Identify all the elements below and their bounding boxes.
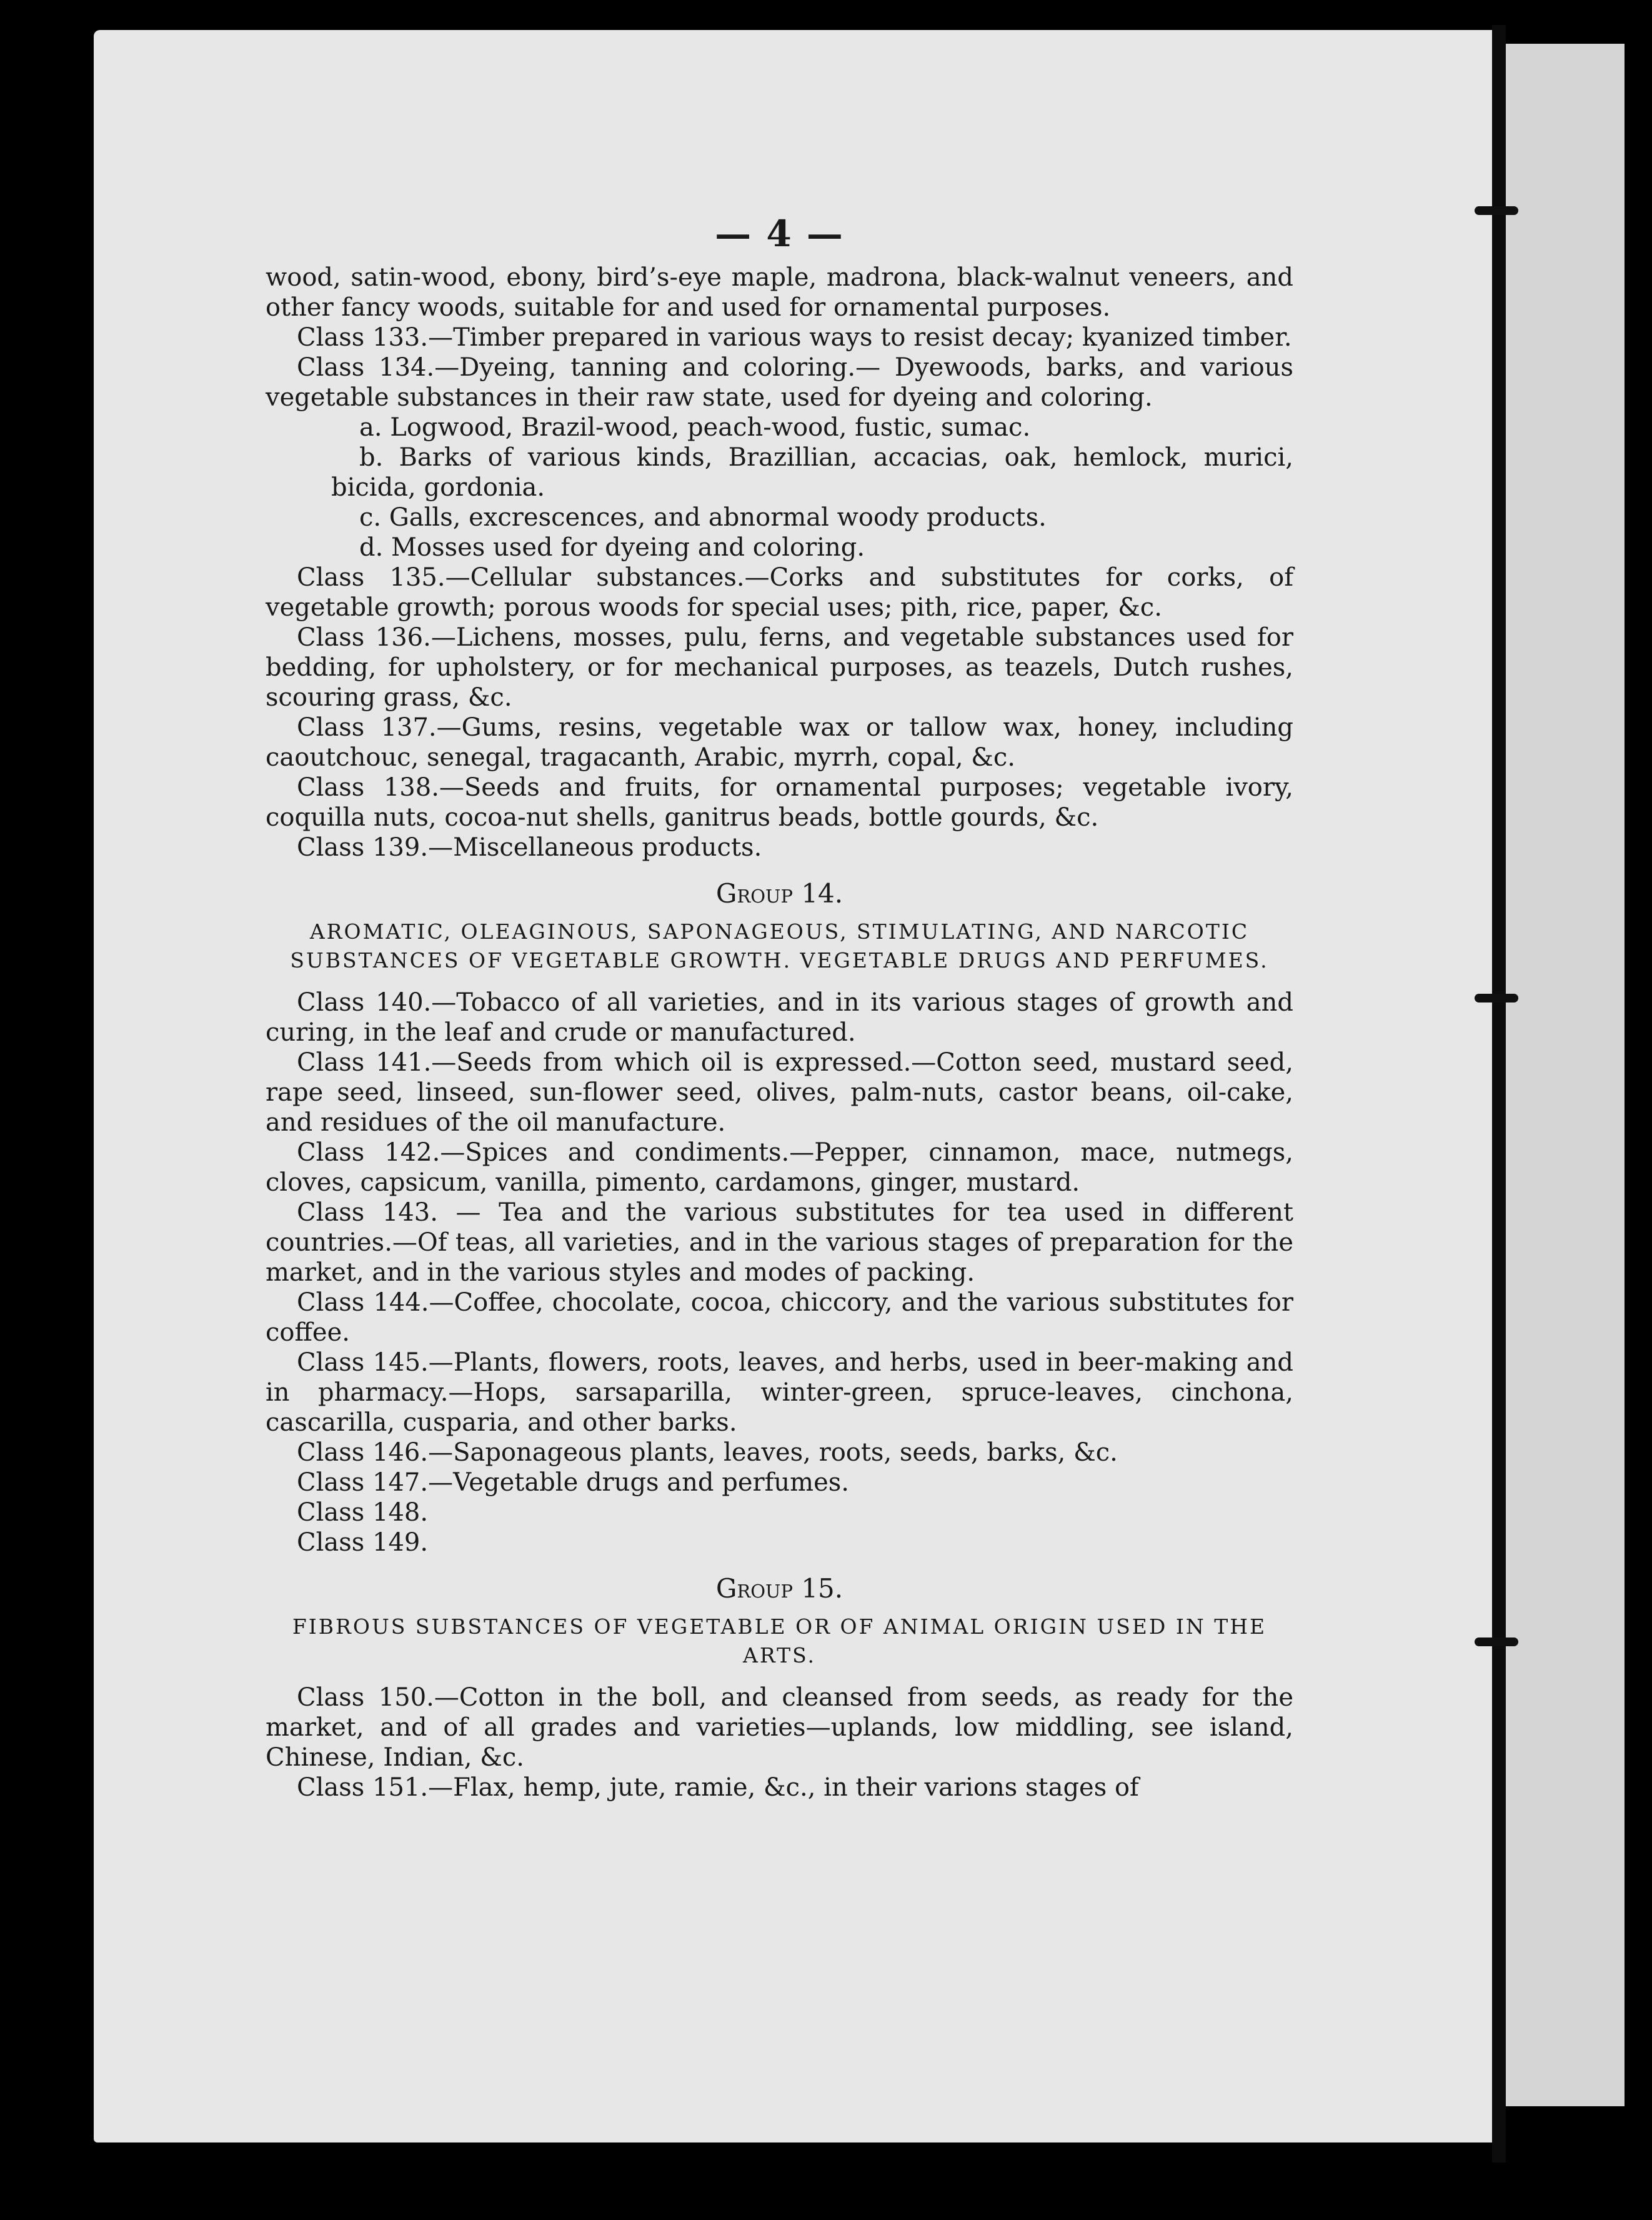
list-item: a. Logwood, Brazil-wood, peach-wood, fustic, sumac. bbox=[359, 413, 1031, 442]
page-right-edge bbox=[1493, 44, 1625, 2106]
class-entry: Class 145.—Plants, flowers, roots, leaves, and herbs, used in beer-making and in pharmacy.—Hops, sarsaparilla, winter-green, spruce-leaves, cinchona, cascarilla, cusparia, and other barks. bbox=[266, 1348, 1293, 1437]
group-14-description: AROMATIC, OLEAGINOUS, SAPONAGEOUS, STIMULATING, AND NARCOTIC SUBSTANCES OF VEGETABLE GROWTH. VEGETABLE DRUGS AND PERFUMES. bbox=[290, 919, 1269, 972]
group-15-title: Group 15. bbox=[715, 1573, 843, 1604]
section-group-14 bbox=[266, 988, 1293, 1558]
class-entry: Class 136.—Lichens, mosses, pulu, ferns, and vegetable substances used for bedding, for upholstery, or for mechanical purposes, as teazels, Dutch rushes, scouring grass, &c. bbox=[266, 623, 1293, 712]
class-entry: Class 135.—Cellular substances.—Corks and substitutes for corks, of vegetable growth; porous woods for special uses; pith, rice, paper, &c. bbox=[266, 563, 1293, 622]
section-group-15 bbox=[266, 1682, 1293, 1802]
class-entry: Class 149. bbox=[297, 1528, 429, 1557]
class-entry: Class 150.—Cotton in the boll, and cleansed from seeds, as ready for the market, and of all grades and varieties—uplands, low middling, see island, Chinese, Indian, &c. bbox=[266, 1683, 1293, 1772]
binding-stitch bbox=[1475, 994, 1518, 1002]
book-spine bbox=[1492, 25, 1506, 2162]
class-entry: Class 144.—Coffee, chocolate, cocoa, chiccory, and the various substitutes for coffee. bbox=[266, 1288, 1293, 1347]
class-entry: Class 147.—Vegetable drugs and perfumes. bbox=[297, 1468, 850, 1497]
class-entry: Class 146.—Saponageous plants, leaves, roots, seeds, barks, &c. bbox=[297, 1438, 1118, 1467]
class-entry: Class 139.—Miscellaneous products. bbox=[297, 833, 762, 862]
group-15-description: FIBROUS SUBSTANCES OF VEGETABLE OR OF ANIMAL ORIGIN USED IN THE ARTS. bbox=[292, 1614, 1267, 1668]
class-entry: Class 151.—Flax, hemp, jute, ramie, &c., in their varions stages of bbox=[297, 1773, 1139, 1802]
class-entry: Class 148. bbox=[297, 1498, 429, 1527]
page-number: — 4 — bbox=[715, 212, 844, 255]
page-text bbox=[266, 212, 1293, 1802]
binding-stitch bbox=[1475, 206, 1518, 215]
section-group-13-continued bbox=[266, 262, 1293, 862]
paragraph-continued: wood, satin-wood, ebony, bird’s-eye maple, madrona, black-walnut veneers, and other fancy woods, suitable for and used for ornamental purposes. bbox=[266, 263, 1293, 322]
class-entry: Class 143. — Tea and the various substitutes for tea used in different countries.—Of teas, all varieties, and in the various stages of preparation for the market, and in the various styles and modes of packing. bbox=[266, 1198, 1293, 1287]
list-item: c. Galls, excrescences, and abnormal woody products. bbox=[359, 503, 1047, 532]
class-entry: Class 142.—Spices and condiments.—Pepper, cinnamon, mace, nutmegs, cloves, capsicum, vanilla, pimento, cardamons, ginger, mustard. bbox=[266, 1138, 1293, 1197]
class-entry: Class 138.—Seeds and fruits, for ornamental purposes; vegetable ivory, coquilla nuts, cocoa-nut shells, ganitrus beads, bottle gourds, &c. bbox=[266, 773, 1293, 832]
class-entry: Class 141.—Seeds from which oil is expressed.—Cotton seed, mustard seed, rape seed, linseed, sun-flower seed, olives, palm-nuts, castor beans, oil-cake, and residues of the oil manufacture. bbox=[266, 1048, 1293, 1137]
binding-stitch bbox=[1475, 1638, 1518, 1646]
class-entry: Class 133.—Timber prepared in various ways to resist decay; kyanized timber. bbox=[297, 323, 1292, 352]
class-entry: Class 134.—Dyeing, tanning and coloring.— Dyewoods, barks, and various vegetable substances in their raw state, used for dyeing and coloring. bbox=[266, 353, 1293, 412]
list-item: b. Barks of various kinds, Brazillian, accacias, oak, hemlock, murici, bicida, gordonia. bbox=[331, 443, 1293, 502]
list-item: d. Mosses used for dyeing and coloring. bbox=[359, 533, 865, 562]
group-14-title: Group 14. bbox=[715, 878, 843, 909]
class-entry: Class 140.—Tobacco of all varieties, and in its various stages of growth and curing, in the leaf and crude or manufactured. bbox=[266, 988, 1293, 1047]
class-entry: Class 137.—Gums, resins, vegetable wax or tallow wax, honey, including caoutchouc, senegal, tragacanth, Arabic, myrrh, copal, &c. bbox=[266, 713, 1293, 772]
